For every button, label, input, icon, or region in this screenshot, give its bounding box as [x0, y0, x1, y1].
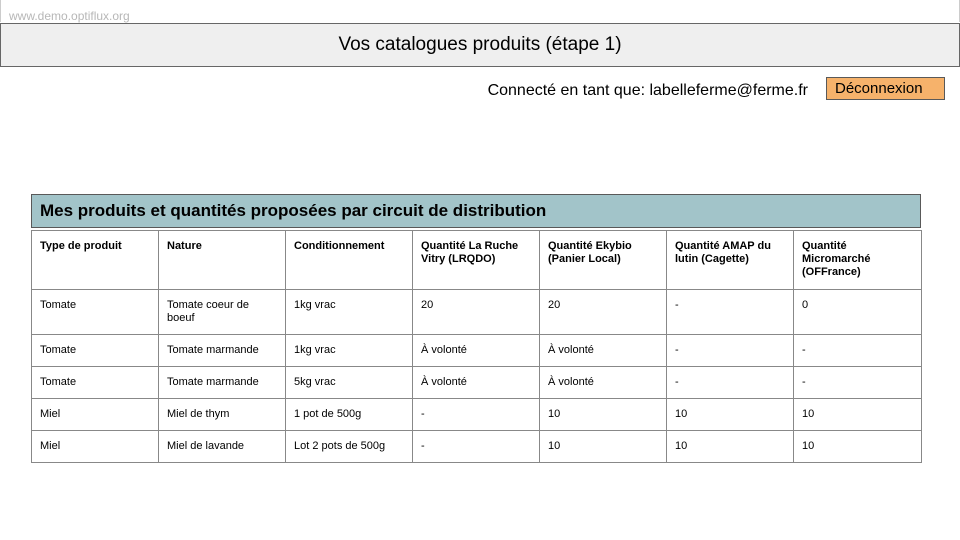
column-header-la-ruche: Quantité La Ruche Vitry (LRQDO) — [413, 231, 540, 290]
browser-frame — [0, 0, 960, 22]
column-header-conditionnement: Conditionnement — [286, 231, 413, 290]
table-cell: 20 — [413, 290, 540, 335]
table-cell: 20 — [540, 290, 667, 335]
table-cell: - — [413, 431, 540, 463]
table-row — [32, 431, 922, 463]
table-cell: 10 — [667, 431, 794, 463]
table-cell: - — [413, 399, 540, 431]
table-header-row — [32, 231, 922, 290]
table-cell: - — [794, 335, 922, 367]
table-cell: Miel — [32, 431, 159, 463]
table-cell: Miel de thym — [159, 399, 286, 431]
table-cell: 1kg vrac — [286, 335, 413, 367]
table-cell: - — [667, 367, 794, 399]
section-title: Mes produits et quantités proposées par circuit de distribution — [40, 201, 547, 220]
column-header-type: Type de produit — [32, 231, 159, 290]
table-cell: 10 — [794, 431, 922, 463]
table-cell: Tomate coeur de boeuf — [159, 290, 286, 335]
table-cell: À volonté — [413, 335, 540, 367]
table-cell: 10 — [667, 399, 794, 431]
table-cell: Miel de lavande — [159, 431, 286, 463]
table-cell: 10 — [540, 399, 667, 431]
logout-button[interactable]: Déconnexion — [826, 77, 945, 100]
page-title: Vos catalogues produits (étape 1) — [338, 34, 622, 55]
table-cell: À volonté — [413, 367, 540, 399]
column-header-micromarche: Quantité Micromarché (OFFrance) — [794, 231, 922, 290]
table-cell: Tomate — [32, 335, 159, 367]
table-cell: - — [667, 290, 794, 335]
page-header — [0, 23, 960, 67]
table-cell: Tomate marmande — [159, 367, 286, 399]
table-row — [32, 399, 922, 431]
url-text: www.demo.optiflux.org — [9, 9, 130, 23]
table-cell: - — [794, 367, 922, 399]
table-row — [32, 290, 922, 335]
table-cell: - — [667, 335, 794, 367]
column-header-nature: Nature — [159, 231, 286, 290]
table-cell: 10 — [540, 431, 667, 463]
column-header-amap: Quantité AMAP du lutin (Cagette) — [667, 231, 794, 290]
table-row — [32, 335, 922, 367]
table-cell: Tomate — [32, 367, 159, 399]
connected-user-text: Connecté en tant que: labelleferme@ferme.fr — [487, 82, 808, 99]
column-header-ekybio: Quantité Ekybio (Panier Local) — [540, 231, 667, 290]
table-cell: 0 — [794, 290, 922, 335]
table-cell: Tomate — [32, 290, 159, 335]
table-cell: Tomate marmande — [159, 335, 286, 367]
table-cell: 5kg vrac — [286, 367, 413, 399]
table-cell: Lot 2 pots de 500g — [286, 431, 413, 463]
table-cell: À volonté — [540, 335, 667, 367]
section-header — [31, 194, 921, 228]
table-cell: 10 — [794, 399, 922, 431]
table-cell: 1 pot de 500g — [286, 399, 413, 431]
products-table — [31, 230, 922, 463]
table-cell: 1kg vrac — [286, 290, 413, 335]
table-row — [32, 367, 922, 399]
table-cell: Miel — [32, 399, 159, 431]
table-cell: À volonté — [540, 367, 667, 399]
